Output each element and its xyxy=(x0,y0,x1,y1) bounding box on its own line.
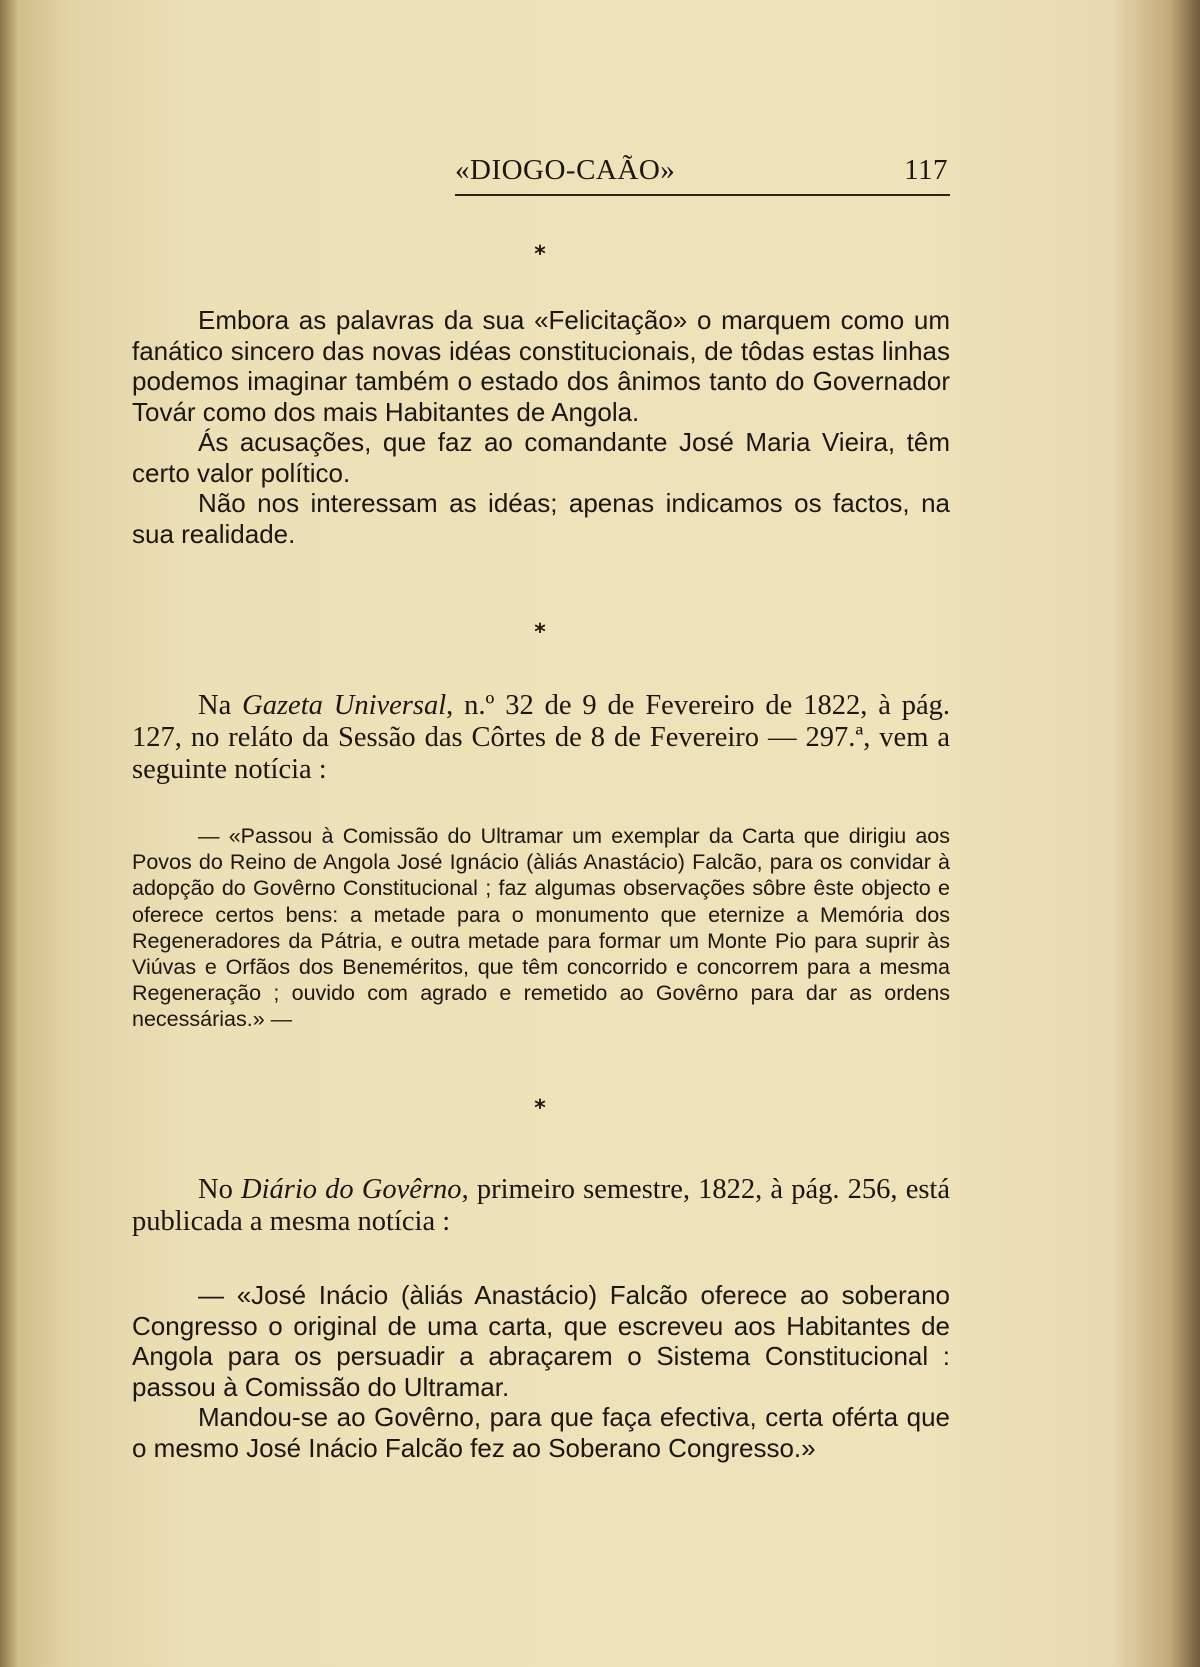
gazeta-quote: — «Passou à Comissão do Ultramar um exemplar da Carta que dirigiu aos Povos do Reino de Angola José Ignácio (àliás Anastácio) Falcão, para os convidar à adopção do Govêrno Constitucional ; faz algumas observações sôbre êste objecto e oferece certos bens: a metade para o monumento que eternize a Memória dos Regeneradores da Pátria, e outra metade para formar um Monte Pio para suprir às Viúvas e Orfãos dos Beneméritos, que têm concorrido e concorrem para a mesma Regeneração ; ouvido com agrado e remetido ao Govêrno para dar as ordens necessárias.» — xyxy=(132,824,950,1032)
page-number: 117 xyxy=(904,154,948,186)
gazeta-intro xyxy=(132,690,950,786)
diario-quote-block xyxy=(132,1280,950,1463)
diario-quote-paragraph-2: Mandou-se ao Govêrno, para que faça efectiva, certa oférta que o mesmo José Inácio Falcão fez ao Soberano Congresso.» xyxy=(132,1402,950,1463)
section-separator-3: * xyxy=(534,1096,546,1121)
paragraph-acusacoes: Ás acusações, que faz ao comandante José Maria Vieira, têm certo valor político. xyxy=(132,427,950,488)
section-commentary xyxy=(132,305,950,549)
gazeta-intro-after: , n.º 32 de 9 de Fevereiro de 1822, à pág. 127, no reláto da Sessão das Côrtes de 8 de Fevereiro — 297.ª, vem a seguinte notícia : xyxy=(132,690,951,785)
section-separator-2: * xyxy=(534,620,546,645)
section-diario xyxy=(132,1174,950,1238)
running-title: «DIOGO-CAÃO» xyxy=(455,154,676,186)
paragraph-factos: Não nos interessam as idéas; apenas indicamos os factos, na sua realidade. xyxy=(132,488,950,549)
gazeta-intro-before: Na xyxy=(198,690,243,721)
section-gazeta xyxy=(132,690,950,786)
page-header xyxy=(455,150,950,196)
diario-intro-before: No xyxy=(198,1174,241,1205)
paragraph-felicitacao: Embora as palavras da sua «Felicitação» o marquem como um fanático sincero das novas idéas constitucionais, de tôdas estas linhas podemos imaginar também o estado dos ânimos tanto do Governador Továr como dos mais Habitantes de Angola. xyxy=(132,305,950,427)
section-separator-1: * xyxy=(534,242,546,267)
diario-intro-after: , primeiro semestre, 1822, à pág. 256, está publicada a mesma notícia : xyxy=(132,1174,951,1237)
diario-intro xyxy=(132,1174,950,1238)
gazeta-title: Gazeta Universal xyxy=(242,690,447,721)
diario-quote-paragraph-1: — «José Inácio (àliás Anastácio) Falcão oferece ao soberano Congresso o original de uma carta, que escreveu aos Habitantes de Angola para os persuadir a abraçarem o Sistema Constitucional : passou à Comissão do Ultramar. xyxy=(132,1280,950,1402)
binding-shadow xyxy=(0,0,18,1667)
gazeta-quote-block xyxy=(132,823,950,1033)
diario-title: Diário do Govêrno xyxy=(241,1174,462,1205)
